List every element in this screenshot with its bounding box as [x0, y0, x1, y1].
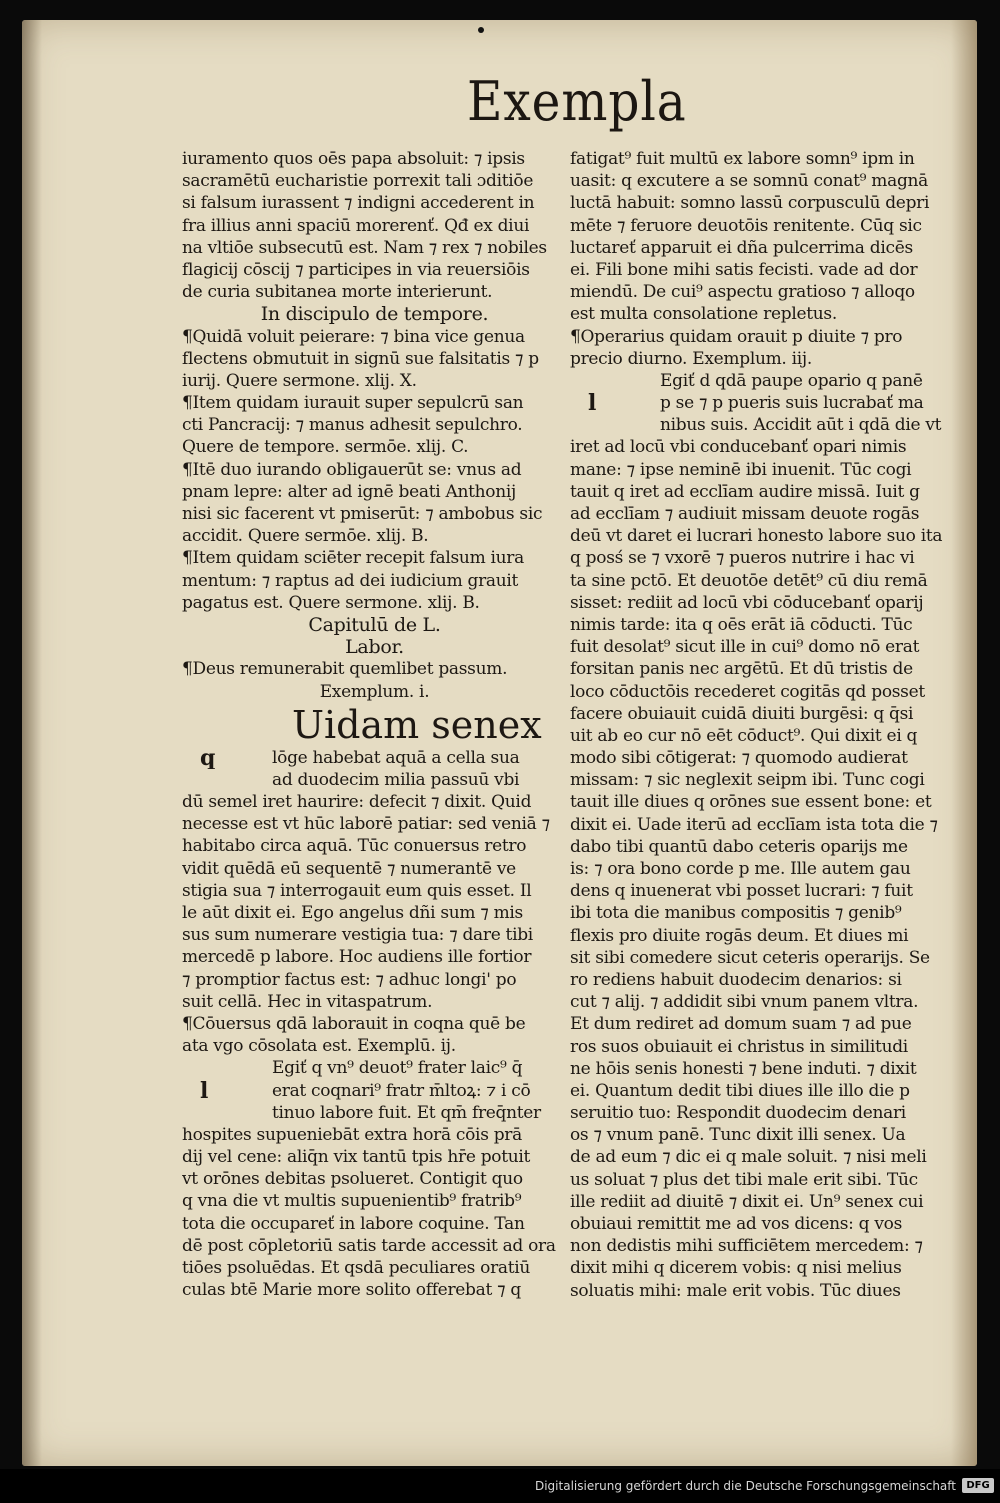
left-column-line: ⁊ promptior factus est: ⁊ adhuc longi' po: [182, 969, 517, 990]
drop-cap-initial: l: [200, 1079, 209, 1102]
right-column-line: uasit: q excutere a se somnū conat⁹ magnā: [570, 171, 929, 192]
right-column-line: ros suos obuiauit ei christus in similitudi: [570, 1036, 908, 1057]
left-column-line: ¶Itē duo iurando obligauerūt se: vnus ad: [182, 459, 522, 480]
right-column-line: ibi tota die manibus compositis ⁊ genib⁹: [570, 903, 902, 924]
left-column-line: de curia subitanea morte interierunt.: [182, 282, 493, 303]
right-column-line: fatigat⁹ fuit multū ex labore somn⁹ ipm in: [570, 149, 915, 169]
left-column-line: ¶Item quidam iurauit super sepulcrū san: [182, 393, 524, 414]
book-page: [22, 20, 977, 1466]
left-column-line: lōge habebat aquā a cella sua q: [200, 746, 520, 769]
left-column-line: cti Pancracij: ⁊ manus adhesit sepulchro.: [182, 415, 523, 436]
right-column-line: fuit desolat⁹ sicut ille in cui⁹ domo nō erat: [570, 637, 920, 658]
right-column-line: Egiť d qdā paupe opario q panē: [660, 370, 923, 391]
left-column-line: ¶Deus remunerabit quemlibet passum.: [182, 659, 508, 680]
left-column-line: sacramētū eucharistie porrexit tali ɔditiōe: [182, 171, 534, 192]
right-column-line: sit sibi comedere sicut ceteris operarijs. Se: [570, 947, 930, 968]
left-column-heading: Capitulū de L.: [308, 613, 441, 636]
right-column-line: obuiaui remittit me ad vos dicens: q vos: [570, 1214, 903, 1234]
left-column-line: flectens obmutuit in signū sue falsitatis ⁊ p: [182, 348, 539, 369]
right-column-line: flexis pro diuite rogās deum. Et diues mi: [570, 925, 909, 946]
left-column-line: accidit. Quere sermōe. xlij. B.: [182, 526, 429, 547]
left-column-line: iurij. Quere sermone. xlij. X.: [182, 370, 417, 391]
right-column-line: modo sibi cōtigerat: ⁊ quomodo audierat: [570, 748, 908, 769]
left-column-line: Exemplum. i.: [319, 681, 430, 702]
left-column-line: tiōes psoluēdas. Et qsdā peculiares oratiū: [182, 1258, 531, 1278]
left-column-line: ¶Cōuersus qdā laborauit in coqna quē be: [182, 1013, 526, 1034]
left-column-line: na vltiōe subsecutū est. Nam ⁊ rex ⁊ nobiles: [182, 237, 547, 258]
left-column-line: nisi sic facerent vt pmiserūt: ⁊ ambobus sic: [182, 504, 543, 524]
right-column-line: de ad eum ⁊ dic ei q male soluit. ⁊ nisi meli: [570, 1147, 927, 1168]
right-column-line: non dedistis mihi sufficiētem mercedem: ⁊: [570, 1236, 923, 1257]
right-column-line: ro rediens habuit duodecim denarios: si: [570, 969, 902, 990]
right-column-line: dens q inuenerat vbi posset lucrari: ⁊ fuit: [570, 881, 913, 902]
right-column-line: dixit mihi q dicerem vobis: q nisi melius: [570, 1258, 902, 1279]
right-column-line: tauit q iret ad ecclīam audire missā. Iuit g: [570, 481, 920, 502]
left-column-line: necesse est vt hūc laborē patiar: sed veniā ⁊: [182, 814, 550, 835]
right-column-line: ¶Operarius quidam orauit p diuite ⁊ pro: [570, 326, 903, 347]
left-column-heading: In discipulo de tempore.: [260, 303, 489, 326]
right-column-line: mēte ⁊ feruore deuotōis renitente. Cūq sic: [570, 215, 922, 236]
left-column-heading: Labor.: [345, 636, 404, 659]
right-column-line: precio diurno. Exemplum. iij.: [570, 348, 812, 369]
left-column-line: ¶Item quidam sciēter recepit falsum iura: [182, 548, 524, 569]
left-column-line: si falsum iurassent ⁊ indigni accederent in: [182, 193, 535, 214]
chapter-incipit: Uidam senex: [292, 702, 542, 747]
left-column-line: habitabo circa aquā. Tūc conuersus retro: [182, 836, 527, 857]
right-column-line: loco cōductōis recederet cogitās qd posset: [570, 681, 925, 702]
right-column-line: luctareť apparuit ei dña pulcerrima dicēs: [570, 237, 913, 258]
right-column-line: ne hōis senis honesti ⁊ bene induti. ⁊ dixit: [570, 1058, 917, 1079]
left-column-line: ad duodecim milia passuū vbi: [272, 769, 520, 790]
right-column-line: os ⁊ vnum panē. Tunc dixit illi senex. Ua: [570, 1125, 906, 1146]
right-column-line: deū vt daret ei lucrari honesto labore suo ita: [570, 526, 943, 547]
left-column: [182, 148, 567, 1301]
right-column-line: ta sine pctō. Et deuotōe detēt⁹ cū diu remā: [570, 570, 928, 591]
left-column-line: le aūt dixit ei. Ego angelus dñi sum ⁊ mis: [182, 903, 523, 923]
left-column-line: dij vel cene: aliq̄n vix tantū tpis hr̄e potuit: [182, 1147, 531, 1168]
gutter-shadow: [22, 20, 42, 1466]
right-column-line: est multa consolatione repletus.: [570, 304, 837, 325]
left-column-line: ¶Quidā voluit peierare: ⁊ bina vice genua: [182, 326, 525, 347]
left-column-line: flagicij cōscij ⁊ participes in via reuersiōis: [182, 259, 530, 280]
page-mark: [478, 27, 484, 33]
left-column-line: dē post cōpletoriū satis tarde accessit ad ora: [182, 1235, 556, 1256]
right-column-line: ei. Quantum dedit tibi diues ille illo die p: [570, 1080, 910, 1101]
right-column-line: Et dum rediret ad domum suam ⁊ ad pue: [570, 1014, 912, 1035]
left-column-line: culas btē Marie more solito offerebat ⁊ q: [182, 1280, 521, 1301]
right-column-line: p se ⁊ p pueris suis lucrabať ma l: [588, 392, 924, 415]
left-column-line: Egiť q vn⁹ deuot⁹ frater laic⁹ q̄: [272, 1058, 523, 1079]
right-column-line: us soluat ⁊ plus det tibi male erit sibi. Tūc: [570, 1169, 918, 1190]
dfg-logo: DFG: [962, 1478, 994, 1493]
right-column-line: tauit ille diues q orōnes sue essent bone: et: [570, 792, 932, 813]
right-column-line: is: ⁊ ora bono corde p me. Ille autem gau: [570, 859, 911, 879]
right-column-line: iret ad locū vbi conducebanť opari nimis: [570, 437, 907, 458]
left-column-line: suit cellā. Hec in vitaspatrum.: [182, 991, 433, 1012]
right-column-line: facere obuiauit cuidā diuiti burgēsi: q q̄si: [570, 703, 914, 724]
right-column: [570, 148, 965, 1302]
left-column-line: iuramento quos oēs papa absoluit: ⁊ ipsis: [182, 149, 525, 169]
right-column-line: sisset: rediit ad locū vbi cōducebanť oparij: [570, 592, 924, 613]
left-column-line: erat coqnari⁹ fratr m̄ltoꝝ: ⁊ i cō l: [200, 1079, 531, 1102]
right-column-line: forsitan panis nec argētū. Et dū tristis de: [570, 659, 913, 680]
left-column-line: mercedē p labore. Hoc audiens ille fortior: [182, 947, 532, 968]
left-column-line: ata vgo cōsolata est. Exemplū. ij.: [182, 1036, 456, 1057]
left-column-line: Quere de tempore. sermōe. xlij. C.: [182, 437, 469, 458]
running-head: Exempla: [467, 70, 687, 133]
right-column-line: nimis tarde: ita q oēs erāt iā cōducti. Tūc: [570, 614, 913, 635]
right-column-line: dabo tibi quantū dabo ceteris oparijs me: [570, 836, 908, 857]
right-column-line: ille rediit ad diuitē ⁊ dixit ei. Un⁹ senex cui: [570, 1191, 924, 1212]
left-column-line: pagatus est. Quere sermone. xlij. B.: [182, 592, 480, 613]
right-column-line: cut ⁊ alij. ⁊ addidit sibi vnum panem vltra.: [570, 992, 919, 1013]
left-column-line: dū semel iret haurire: defecit ⁊ dixit. Quid: [182, 792, 532, 813]
right-column-line: nibus suis. Accidit aūt i qdā die vt: [660, 415, 942, 436]
right-column-line: dixit ei. Uade iterū ad ecclīam ista tota die ⁊: [570, 814, 938, 835]
left-column-line: hospites supueniebāt extra horā cōis prā: [182, 1124, 522, 1145]
left-column-line: q vna die vt multis supuenientib⁹ fratrib⁹: [182, 1191, 522, 1212]
drop-cap-initial: l: [588, 392, 597, 415]
left-column-line: pnam lepre: alter ad ignē beati Anthonij: [182, 481, 516, 502]
funding-credit: Digitalisierung gefördert durch die Deutsche Forschungsgemeinschaft: [534, 1479, 956, 1493]
left-column-line: vidit quēdā eū sequentē ⁊ numerantē ve: [182, 858, 516, 879]
left-column-line: tota die occupareť in labore coquine. Tan: [182, 1213, 525, 1234]
right-column-line: uit ab eo cur nō eēt cōduct⁹. Qui dixit ei q: [570, 725, 918, 746]
left-column-line: sus sum numerare vestigia tua: ⁊ dare tibi: [182, 925, 533, 946]
left-column-line: fra illius anni spaciū morerenť. Qđ ex diui: [182, 215, 530, 236]
right-column-line: ei. Fili bone mihi satis fecisti. vade ad dor: [570, 259, 918, 280]
left-column-line: tinuo labore fuit. Et qm̄ freq̄nter: [272, 1102, 541, 1123]
right-column-line: mane: ⁊ ipse neminē ibi inuenit. Tūc cogi: [570, 459, 912, 480]
right-column-line: ad ecclīam ⁊ audiuit missam deuote rogās: [570, 504, 920, 524]
left-column-line: mentum: ⁊ raptus ad dei iudicium grauit: [182, 570, 519, 591]
left-column-line: stigia sua ⁊ interrogauit eum quis esset. Il: [182, 880, 532, 901]
right-column-line: seruitio tuo: Respondit duodecim denari: [570, 1103, 906, 1124]
footer-bar: [0, 1469, 1000, 1503]
right-column-line: q posś se ⁊ vxorē ⁊ pueros nutrire i hac vi: [570, 548, 915, 569]
drop-cap-initial: q: [200, 746, 216, 769]
left-column-line: vt orōnes debitas psolueret. Contigit quo: [182, 1169, 523, 1190]
right-column-line: missam: ⁊ sic neglexit seipm ibi. Tunc cogi: [570, 770, 925, 791]
right-column-line: miendū. De cui⁹ aspectu gratioso ⁊ alloqo: [570, 282, 915, 303]
right-column-line: luctā habuit: somno lassū corpusculū depri: [570, 193, 930, 214]
right-column-line: soluatis mihi: male erit vobis. Tūc diues: [570, 1280, 901, 1301]
